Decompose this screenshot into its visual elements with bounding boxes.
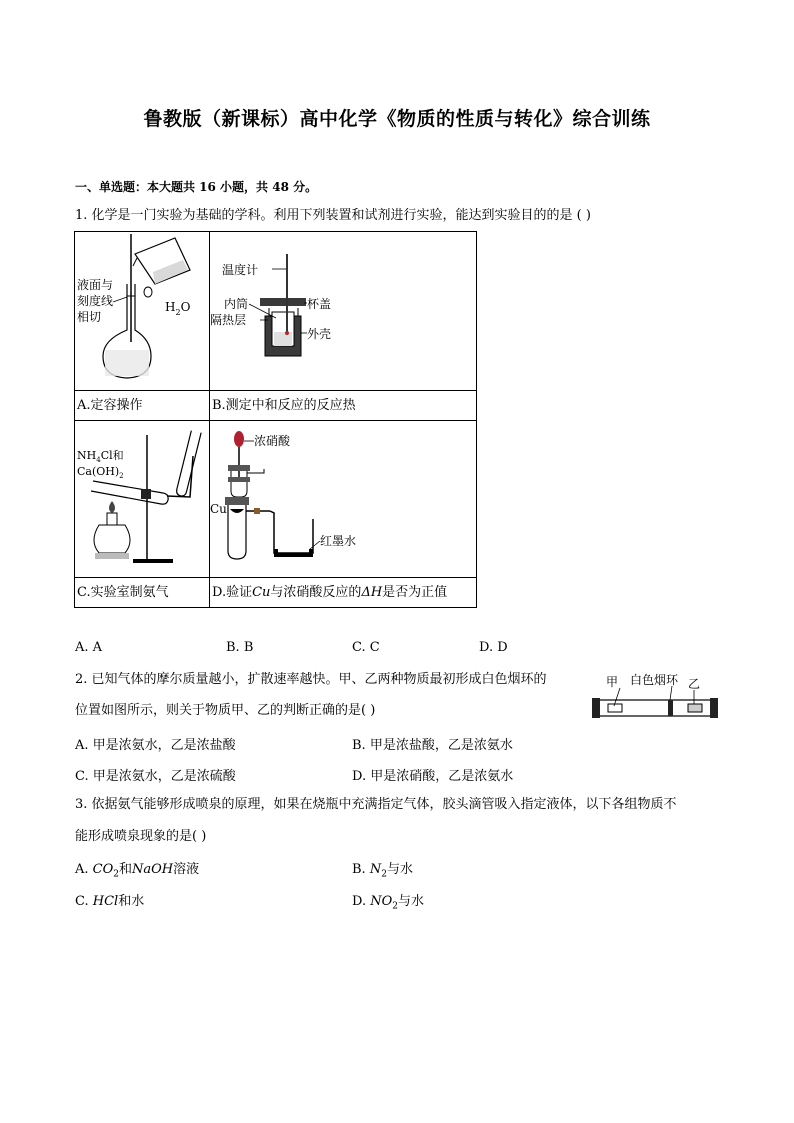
fig-d-ink: 红墨水 [320, 534, 357, 548]
fig-b-lid: 杯盖 [307, 297, 332, 311]
fig-a-reagent: $H_2O$ [165, 300, 191, 317]
q3-stem-line-2: 能形成喷泉现象的是( ) [75, 829, 207, 844]
fig-d-metal: Cu [210, 502, 227, 516]
fig-c-cell [75, 421, 210, 578]
fig-d-cell [210, 421, 477, 578]
q2-option-c[interactable]: C. 甲是浓氨水，乙是浓硫酸 [75, 769, 236, 784]
q2-stem-line-2: 位置如图所示，则关于物质甲、乙的判断正确的是( ) [75, 703, 376, 718]
q3-option-a[interactable]: A. $CO_2$和NaOH溶液 [75, 862, 200, 880]
q1-option-c[interactable]: C. C [352, 640, 380, 655]
fig-c-reagent-2: $Ca(OH)_2$ [77, 465, 124, 480]
smoke-ring-tube-diagram [590, 670, 722, 726]
q1-option-b[interactable]: B. B [226, 640, 254, 655]
calorimeter-diagram [210, 232, 476, 386]
q2-stem-line-1: 2. 已知气体的摩尔质量越小，扩散速率越快。甲、乙两种物质最初形成白色烟环的 [75, 672, 547, 687]
fig-a-label-1: 液面与 [77, 278, 114, 292]
fig-q2-ring: 白色烟环 [630, 673, 679, 687]
q3-stem-line-1: 3. 依据氨气能够形成喷泉的原理，如果在烧瓶中充满指定气体，胶头滴管吸入指定液体，以下各组物质不 [75, 797, 677, 812]
q1-figure-table [74, 231, 477, 608]
fig-b-thermometer: 温度计 [222, 263, 259, 277]
fig-q2-jia: 甲 [606, 675, 619, 689]
fig-c-reagent-1: $NH_4Cl$和 [77, 449, 124, 464]
fig-a-cell [75, 232, 210, 391]
fig-b-cell [210, 232, 477, 391]
caption-b: B.测定中和反应的反应热 [210, 391, 477, 421]
q3-option-b[interactable]: B. $N_2$与水 [352, 862, 413, 880]
q3-option-c[interactable]: C. HCl和水 [75, 894, 145, 909]
q2-option-a[interactable]: A. 甲是浓氨水，乙是浓盐酸 [75, 738, 236, 753]
ammonia-prep-diagram [75, 421, 209, 573]
caption-c: C.实验室制氨气 [75, 578, 210, 608]
fig-b-shell: 外壳 [307, 327, 332, 341]
page-title: 鲁教版（新课标）高中化学《物质的性质与转化》综合训练 [143, 108, 651, 130]
fig-a-label-3: 相切 [77, 310, 102, 324]
volumetric-flask-diagram [75, 232, 209, 386]
fig-d-acid: 浓硝酸 [254, 434, 291, 448]
caption-d: D.验证Cu与浓硝酸反应的ΔH是否为正值 [210, 578, 477, 608]
q1-option-a[interactable]: A. A [75, 640, 103, 655]
section-heading: 一、单选题：本大题共 16 小题，共 48 分。 [75, 180, 318, 194]
q3-option-d[interactable]: D. $NO_2$与水 [352, 894, 425, 912]
caption-a: A.定容操作 [75, 391, 210, 421]
q1-stem: 1. 化学是一门实验为基础的学科。利用下列装置和试剂进行实验，能达到实验目的的是 ( ) [75, 208, 591, 223]
fig-a-label-2: 刻度线 [77, 294, 114, 308]
q2-option-d[interactable]: D. 甲是浓硝酸，乙是浓氨水 [352, 769, 514, 784]
fig-q2-yi: 乙 [688, 677, 701, 691]
q1-option-d[interactable]: D. D [479, 640, 508, 655]
q2-option-b[interactable]: B. 甲是浓盐酸，乙是浓氨水 [352, 738, 513, 753]
fig-b-insulation: 隔热层 [210, 313, 247, 327]
cu-nitric-acid-diagram [210, 421, 476, 573]
fig-b-inner: 内筒 [224, 297, 249, 311]
